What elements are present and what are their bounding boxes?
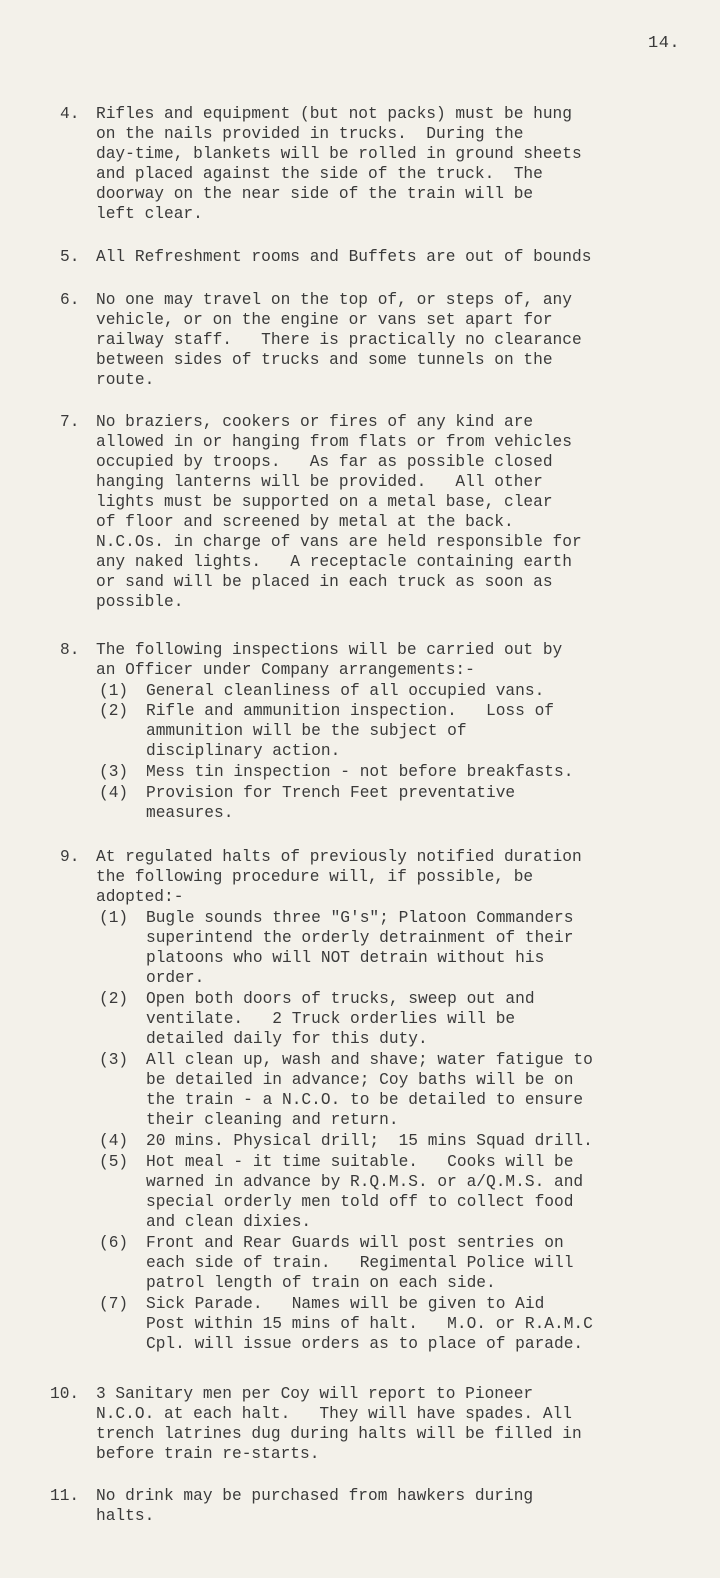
subitem-line: Front and Rear Guards will post sentries on [146, 1234, 564, 1252]
paragraph-line: on the nails provided in trucks. During the [96, 125, 524, 143]
paragraph-line: left clear. [96, 205, 203, 223]
paragraph-line: allowed in or hanging from flats or from vehicles [96, 433, 572, 451]
subitem-line: Mess tin inspection - not before breakfasts. [146, 763, 574, 781]
paragraph-line: N.C.Os. in charge of vans are held responsible for [96, 533, 582, 551]
subitem-line: each side of train. Regimental Police will [146, 1254, 574, 1272]
subitem-label: (5) [99, 1153, 129, 1171]
subitem-line: order. [146, 969, 205, 987]
subitem-line: Provision for Trench Feet preventative [146, 784, 516, 802]
paragraph-line: and placed against the side of the truck. The [96, 165, 543, 183]
paragraph-number: 7. [60, 413, 80, 431]
subitem-line: and clean dixies. [146, 1213, 312, 1231]
subitem-line: their cleaning and return. [146, 1111, 399, 1129]
subitem-line: Rifle and ammunition inspection. Loss of [146, 702, 554, 720]
paragraph-line: between sides of trucks and some tunnels on the [96, 351, 553, 369]
paragraph-line: possible. [96, 593, 184, 611]
subitem-line: All clean up, wash and shave; water fatigue to [146, 1051, 593, 1069]
subitem-line: ventilate. 2 Truck orderlies will be [146, 1010, 516, 1028]
paragraph-line: vehicle, or on the engine or vans set apart for [96, 311, 553, 329]
subitem-label: (4) [99, 1132, 129, 1150]
subitem-label: (4) [99, 784, 129, 802]
subitem-line: be detailed in advance; Coy baths will be on [146, 1071, 574, 1089]
subitem-line: ammunition will be the subject of [146, 722, 467, 740]
subitem-line: Cpl. will issue orders as to place of parade. [146, 1335, 584, 1353]
paragraph-number: 9. [60, 848, 80, 866]
paragraph-number: 4. [60, 105, 80, 123]
subitem-label: (1) [99, 682, 129, 700]
subitem-line: warned in advance by R.Q.M.S. or a/Q.M.S. and [146, 1173, 584, 1191]
paragraph-number: 11. [50, 1487, 80, 1505]
paragraph-line: lights must be supported on a metal base, clear [96, 493, 553, 511]
paragraph-line: doorway on the near side of the train will be [96, 185, 534, 203]
subitem-line: the train - a N.C.O. to be detailed to ensure [146, 1091, 584, 1109]
subitem-label: (3) [99, 1051, 129, 1069]
paragraph-line: day-time, blankets will be rolled in ground sheets [96, 145, 582, 163]
paragraph-line: hanging lanterns will be provided. All other [96, 473, 543, 491]
subitem-label: (6) [99, 1234, 129, 1252]
subitem-line: platoons who will NOT detrain without his [146, 949, 545, 967]
subitem-line: 20 mins. Physical drill; 15 mins Squad drill. [146, 1132, 593, 1150]
paragraph-line: halts. [96, 1507, 155, 1525]
paragraph-line: trench latrines dug during halts will be filled in [96, 1425, 582, 1443]
paragraph-line: railway staff. There is practically no clearance [96, 331, 582, 349]
subitem-line: special orderly men told off to collect food [146, 1193, 574, 1211]
paragraph-line: occupied by troops. As far as possible closed [96, 453, 553, 471]
subitem-label: (2) [99, 990, 129, 1008]
paragraph-line: No one may travel on the top of, or steps of, any [96, 291, 572, 309]
paragraph-line: any naked lights. A receptacle containing earth [96, 553, 572, 571]
paragraph-line: an Officer under Company arrangements:- [96, 661, 475, 679]
subitem-label: (3) [99, 763, 129, 781]
subitem-line: Sick Parade. Names will be given to Aid [146, 1295, 545, 1313]
subitem-line: measures. [146, 804, 234, 822]
paragraph-line: No drink may be purchased from hawkers during [96, 1487, 534, 1505]
paragraph-line: of floor and screened by metal at the back. [96, 513, 514, 531]
subitem-label: (7) [99, 1295, 129, 1313]
paragraph-line: No braziers, cookers or fires of any kind are [96, 413, 534, 431]
paragraph-line: N.C.O. at each halt. They will have spades. All [96, 1405, 572, 1423]
subitem-line: Hot meal - it time suitable. Cooks will be [146, 1153, 574, 1171]
paragraph-number: 8. [60, 641, 80, 659]
subitem-line: Bugle sounds three "G's"; Platoon Commanders [146, 909, 574, 927]
paragraph-number: 10. [50, 1385, 80, 1403]
paragraph-line: At regulated halts of previously notified duration [96, 848, 582, 866]
subitem-label: (2) [99, 702, 129, 720]
paragraph-number: 5. [60, 248, 80, 266]
page-number: 14. [648, 34, 681, 53]
subitem-line: disciplinary action. [146, 742, 341, 760]
paragraph-line: or sand will be placed in each truck as soon as [96, 573, 553, 591]
paragraph-line: the following procedure will, if possible, be [96, 868, 534, 886]
subitem-line: detailed daily for this duty. [146, 1030, 428, 1048]
subitem-label: (1) [99, 909, 129, 927]
paragraph-line: Rifles and equipment (but not packs) must be hung [96, 105, 572, 123]
paragraph-line: All Refreshment rooms and Buffets are out of bounds [96, 248, 592, 266]
subitem-line: General cleanliness of all occupied vans. [146, 682, 545, 700]
paragraph-line: adopted:- [96, 888, 184, 906]
paragraph-line: before train re-starts. [96, 1445, 320, 1463]
subitem-line: superintend the orderly detrainment of their [146, 929, 574, 947]
paragraph-line: 3 Sanitary men per Coy will report to Pioneer [96, 1385, 534, 1403]
paragraph-line: The following inspections will be carried out by [96, 641, 563, 659]
paragraph-line: route. [96, 371, 155, 389]
subitem-line: Open both doors of trucks, sweep out and [146, 990, 535, 1008]
subitem-line: Post within 15 mins of halt. M.O. or R.A.M.C [146, 1315, 593, 1333]
subitem-line: patrol length of train on each side. [146, 1274, 496, 1292]
paragraph-number: 6. [60, 291, 80, 309]
